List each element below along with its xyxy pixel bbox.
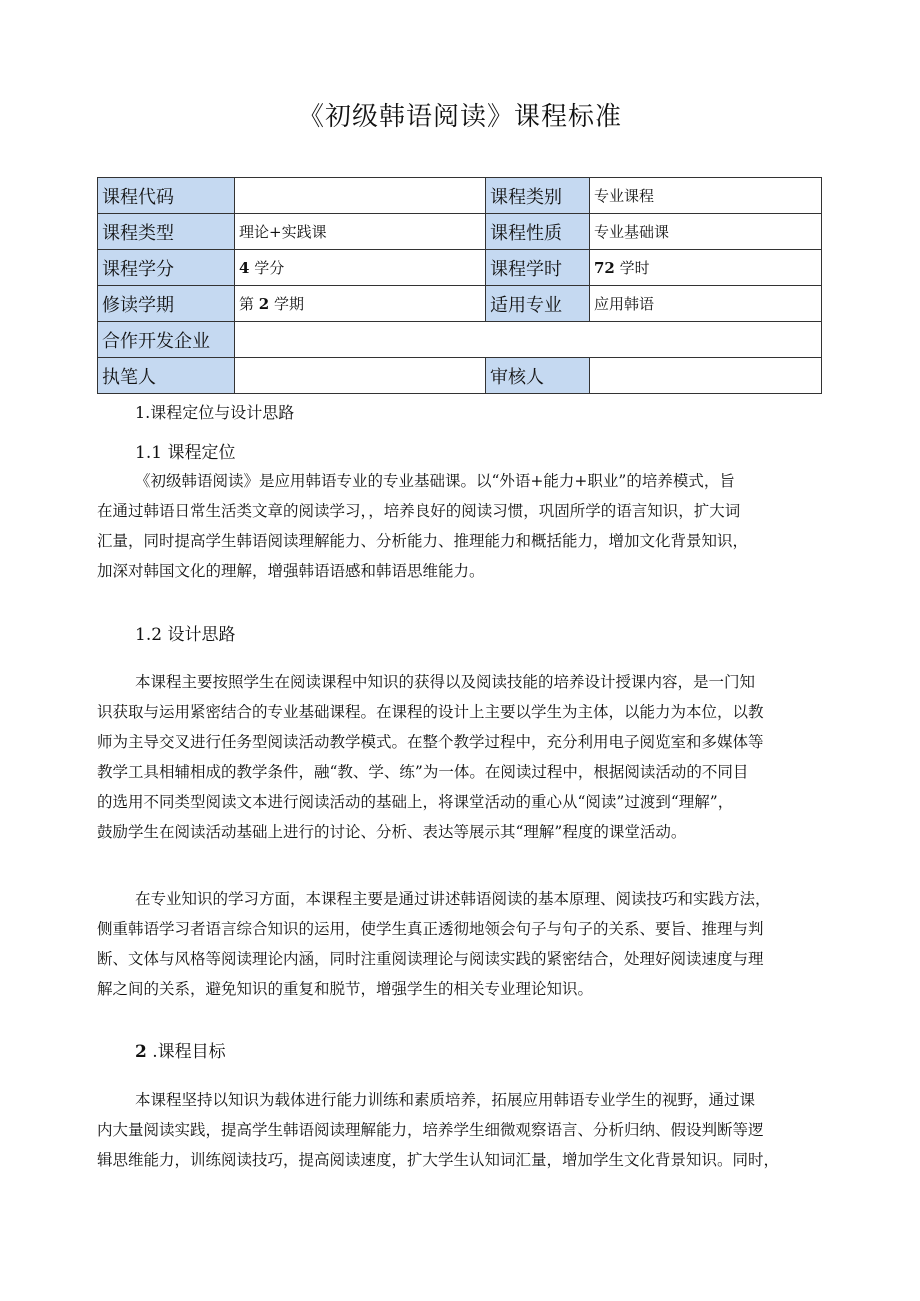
table-row	[98, 286, 822, 322]
semester-label: 修读学期	[98, 286, 235, 322]
document-title: 《初级韩语阅读》课程标准	[297, 102, 622, 132]
text-line: 辑思维能力，训练阅读技巧，提高阅读速度，扩大学生认知词汇量，增加学生文化背景知识。同时，	[97, 1151, 780, 1169]
table-row	[98, 250, 822, 286]
text-line: 教学工具相辅相成的教学条件，融“教、学、练”为一体。在阅读过程中，根据阅读活动的不同目	[97, 763, 749, 781]
text-line: 在专业知识的学习方面，本课程主要是通过讲述韩语阅读的基本原理、阅读技巧和实践方法，	[135, 890, 771, 908]
hours-label: 课程学时	[486, 250, 590, 286]
course-code-value	[235, 178, 486, 214]
section-1-heading: 1.课程定位与设计思路	[135, 403, 295, 422]
author-label: 执笔人	[98, 358, 235, 394]
text-line: 鼓励学生在阅读活动基础上进行的讨论、分析、表达等展示其“理解”程度的课堂活动。	[97, 823, 687, 841]
section-2-heading	[135, 1037, 226, 1062]
text-line: 《初级韩语阅读》是应用韩语专业的专业基础课。以“外语+能力+职业”的培养模式，旨	[135, 472, 735, 490]
text-line: 内大量阅读实践，提高学生韩语阅读理解能力，培养学生细微观察语言、分析归纳、假设判断等逻	[97, 1121, 764, 1139]
table-row	[98, 178, 822, 214]
course-info-table	[97, 177, 822, 394]
hours-unit: 学时	[619, 259, 650, 277]
course-nature-value: 专业基础课	[590, 214, 822, 250]
text-line: 侧重韩语学习者语言综合知识的运用，使学生真正透彻地领会句子与句子的关系、要旨、推理与判	[97, 920, 764, 938]
table-row	[98, 358, 822, 394]
paragraph-course-objectives	[97, 1085, 822, 1175]
credits-number: 4	[239, 259, 250, 277]
credits-label: 课程学分	[98, 250, 235, 286]
paragraph-design-approach	[97, 667, 822, 847]
hours-number: 72	[594, 259, 615, 277]
course-code-label: 课程代码	[98, 178, 235, 214]
text-line: 本课程坚持以知识为载体进行能力训练和素质培养，拓展应用韩语专业学生的视野，通过课	[135, 1091, 756, 1109]
table-row	[98, 322, 822, 358]
semester-prefix: 第	[239, 295, 255, 313]
text-line: 本课程主要按照学生在阅读课程中知识的获得以及阅读技能的培养设计授课内容，是一门知	[135, 673, 756, 691]
text-line: 加深对韩国文化的理解，增强韩语语感和韩语思维能力。	[97, 562, 485, 580]
text-line: 在通过韩语日常生活类文章的阅读学习，，培养良好的阅读习惯，巩固所学的语言知识，扩大词	[97, 502, 741, 520]
text-line: 解之间的关系，避免知识的重复和脱节，增强学生的相关专业理论知识。	[97, 980, 594, 998]
section-1-2-heading: 1.2 设计思路	[135, 625, 236, 645]
text-line: 师为主导交叉进行任务型阅读活动教学模式。在整个教学过程中，充分利用电子阅览室和多媒体等	[97, 733, 764, 751]
major-value: 应用韩语	[590, 286, 822, 322]
course-type-value: 理论+实践课	[235, 214, 486, 250]
credits-value	[235, 250, 486, 286]
section-2-number: 2	[135, 1042, 147, 1062]
semester-value	[235, 286, 486, 322]
major-label: 适用专业	[486, 286, 590, 322]
text-line: 识获取与运用紧密结合的专业基础课程。在课程的设计上主要以学生为主体，以能力为本位，以教	[97, 703, 764, 721]
paragraph-course-positioning	[97, 466, 822, 586]
section-2-title: .课程目标	[152, 1042, 226, 1062]
credits-unit: 学分	[254, 259, 285, 277]
semester-unit: 学期	[274, 295, 305, 313]
table-row	[98, 214, 822, 250]
hours-value	[590, 250, 822, 286]
text-line: 断、文体与风格等阅读理论内涵，同时注重阅读理论与阅读实践的紧密结合，处理好阅读速度与理	[97, 950, 764, 968]
section-1-1-heading: 1.1 课程定位	[135, 443, 236, 463]
course-category-value: 专业课程	[590, 178, 822, 214]
semester-number: 2	[258, 295, 270, 313]
course-type-label: 课程类型	[98, 214, 235, 250]
paragraph-professional-knowledge	[97, 884, 822, 1004]
partner-company-label: 合作开发企业	[98, 322, 235, 358]
course-nature-label: 课程性质	[486, 214, 590, 250]
partner-company-value	[235, 322, 822, 358]
text-line: 汇量，同时提高学生韩语阅读理解能力、分析能力、推理能力和概括能力，增加文化背景知识，	[97, 532, 749, 550]
text-line: 的选用不同类型阅读文本进行阅读活动的基础上，将课堂活动的重心从“阅读”过渡到“理解”，	[97, 793, 734, 811]
author-value	[235, 358, 486, 394]
reviewer-value	[590, 358, 822, 394]
course-category-label: 课程类别	[486, 178, 590, 214]
reviewer-label: 审核人	[486, 358, 590, 394]
